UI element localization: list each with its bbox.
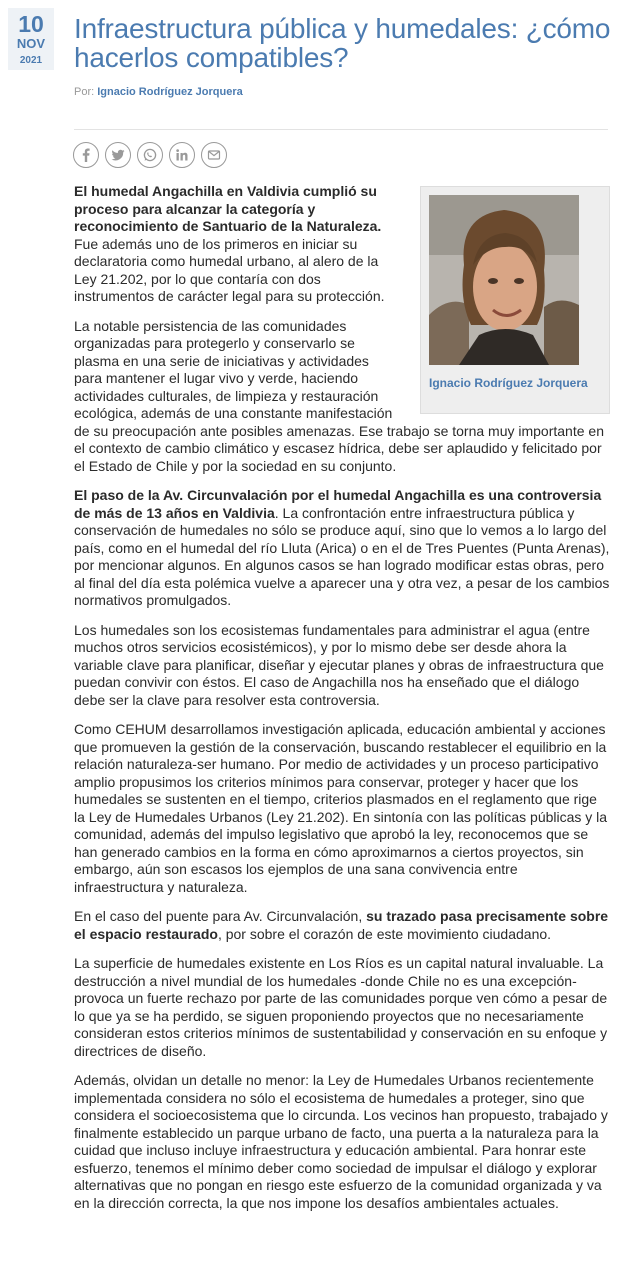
author-portrait-image bbox=[429, 195, 579, 365]
whatsapp-icon bbox=[143, 148, 157, 162]
paragraph: La superficie de humedales existente en Los Ríos es un capital natural invaluable. La destrucción a nivel mundial de los humedales -donde Chile no es una excepción- provoca un fuerte rechazo por parte de las comunidades porque ven cómo a pesar de lo que ya se ha perdido, se siguen proponiendo proyectos que no necesariamente consideran estos criterios mínimos de sustentabilidad y conservación en su enfoque y directrices de diseño. bbox=[74, 955, 608, 1059]
paragraph-text: En el caso del puente para Av. Circunvalación, bbox=[74, 908, 367, 924]
paragraph: La notable persistencia de las comunidades organizadas para protegerlo y conservarlo se plasma en una serie de iniciativas y actividades para mantener el lugar vivo y verde, haciendo actividades culturales, de limpieza y restauración ecológica, además de una constante manifestación de su preocupación ante posibles amenazas. Ese trabajo se torna muy importante en el contexto de cambio climático y escasez hídrica, debe ser aplaudido y felicitado por el Estado de Chile y por la sociedad en su conjunto. bbox=[74, 317, 604, 474]
date-day: 10 bbox=[18, 11, 44, 37]
paragraph-emphasis: El paso de la Av. Circunvalación por el humedal Angachilla es una controversia de más de 13 años en Valdivia bbox=[74, 487, 602, 521]
share-whatsapp-button[interactable] bbox=[137, 142, 163, 168]
byline-prefix: Por: bbox=[74, 86, 95, 98]
date-year: 2021 bbox=[19, 55, 43, 66]
paragraph-text: . La confrontación entre infraestructura pública y conservación de humedales no sólo se produce aquí, sino que lo vemos a lo largo del país, como en el humedal del río Lluta (Arica) o en el de Tres Puentes (Punta Arenas), por mencionar algunos. En algunos casos se han logrado modificar estas obras, pero al final del día esta polémica vuelve a aparecer una y otra vez, a pesar de los cambios normativos promulgados. bbox=[74, 504, 610, 608]
paragraph-emphasis: su trazado pasa precisamente sobre el espacio restaurado bbox=[74, 908, 609, 942]
date-badge bbox=[8, 8, 54, 70]
paragraph: Como CEHUM desarrollamos investigación aplicada, educación ambiental y acciones que promueven la gestión de la conservación, buscando restablecer el equilibrio en la relación naturaleza-ser humano. Por medio de actividades y un proceso participativo amplio propusimos los criterios mínimos para conservar, proteger y hacer que los humedales se sustenten en el tiempo, criterios plasmados en el reglamento que rige la Ley de Humedales Urbanos (Ley 21.202). En sintonía con las políticas públicas y la comunidad, además del impulso legislativo que aprobó la ley, reconocemos que se han generado cambios en la forma en cómo aproximarnos a ciertos proyectos, sin embargo, aún son escasos los ejemplos de una sana convivencia entre infraestructura y naturaleza. bbox=[74, 721, 608, 895]
paragraph-text: Fue además uno de los primeros en iniciar su declaratoria como humedal urbano, al alero de la Ley 21.202, por lo que contaría con dos instrumentos de carácter legal para su protección. bbox=[74, 235, 385, 304]
share-bar bbox=[73, 142, 227, 168]
paragraph bbox=[74, 487, 610, 610]
author-link[interactable]: Ignacio Rodríguez Jorquera bbox=[97, 86, 243, 98]
paragraph-text: , por sobre el corazón de este movimiento ciudadano. bbox=[217, 925, 552, 942]
twitter-icon bbox=[111, 148, 125, 162]
article-title: Infraestructura pública y humedales: ¿cómo hacerlos compatibles? bbox=[74, 13, 611, 73]
share-twitter-button[interactable] bbox=[105, 142, 131, 168]
date-month: NOV bbox=[16, 36, 46, 51]
divider bbox=[74, 129, 608, 130]
share-email-button[interactable] bbox=[201, 142, 227, 168]
paragraph: Además, olvidan un detalle no menor: la Ley de Humedales Urbanos recientemente implementada considera no sólo el ecosistema de humedales a proteger, sino que considera el socioecosistema que lo circunda. Los vecinos han propuesto, trabajado y finalmente establecido un parque urbano de facto, una puerta a la naturaleza para la cuidad que incluso incluye infraestructura y educación ambiental. Para honrar este esfuerzo, tenemos el mínimo deber como sociedad de impulsar el diálogo y explorar alternativas que no pongan en riesgo este esfuerzo de la comunidad organizada y va en la dirección correcta, la que nos impone los desafíos ambientales actuales. bbox=[74, 1072, 608, 1211]
author-photo bbox=[429, 195, 579, 365]
author-photo-card bbox=[420, 186, 610, 414]
paragraph bbox=[74, 908, 610, 943]
article-body bbox=[74, 183, 610, 1224]
facebook-icon bbox=[79, 148, 93, 162]
share-linkedin-button[interactable] bbox=[169, 142, 195, 168]
share-facebook-button[interactable] bbox=[73, 142, 99, 168]
paragraph-emphasis: El humedal Angachilla en Valdivia cumplió su proceso para alcanzar la categoría y reconocimiento de Santuario de la Naturaleza. bbox=[74, 183, 382, 234]
paragraph: Los humedales son los ecosistemas fundamentales para administrar el agua (entre muchos otros servicios ecosistémicos), y por lo mismo debe ser desde ahora la variable clave para planificar, diseñar y ejecutar planes y obras de infraestructura que puedan convivir con éstos. El caso de Angachilla nos ha enseñado que el diálogo debe ser la clave para resolver esta controversia. bbox=[74, 621, 604, 708]
byline bbox=[74, 86, 243, 98]
photo-caption: Ignacio Rodríguez Jorquera bbox=[429, 376, 588, 390]
linkedin-icon bbox=[175, 148, 189, 162]
email-icon bbox=[207, 148, 221, 162]
